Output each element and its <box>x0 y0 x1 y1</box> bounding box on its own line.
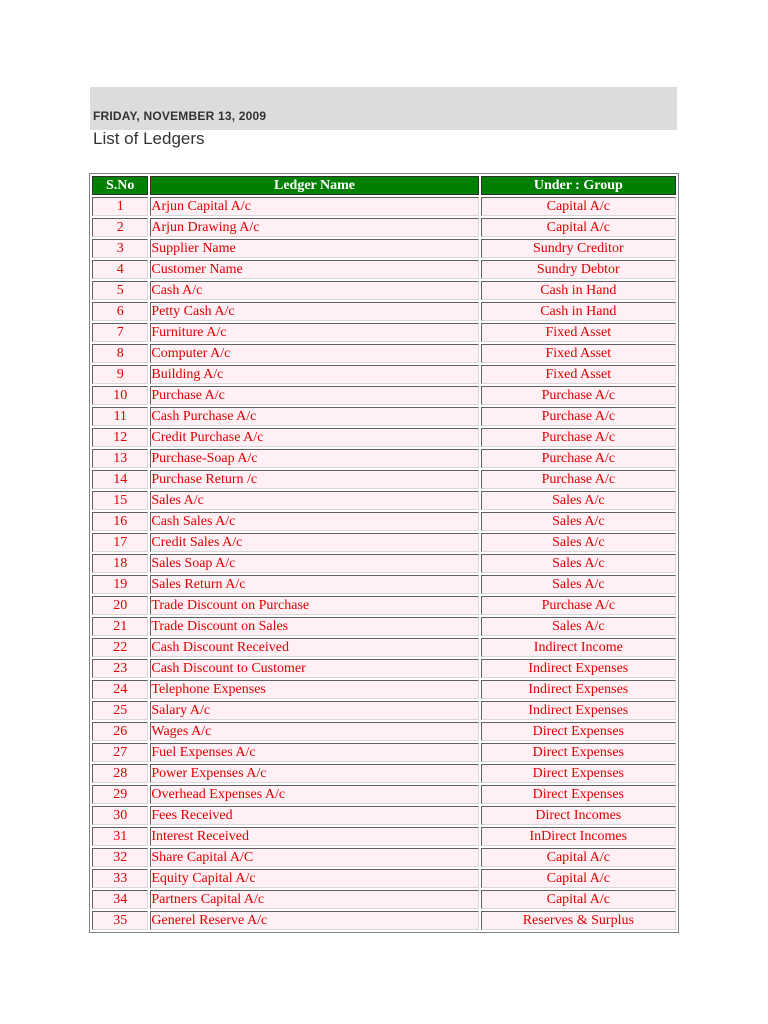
ledger-name: Arjun Drawing A/c <box>150 218 478 237</box>
table-row <box>92 197 676 216</box>
ledger-group: Sales A/c <box>481 575 676 594</box>
ledger-sno: 16 <box>92 512 148 531</box>
ledger-sno: 17 <box>92 533 148 552</box>
ledger-group: Cash in Hand <box>481 281 676 300</box>
ledger-sno: 31 <box>92 827 148 846</box>
ledger-sno: 20 <box>92 596 148 615</box>
table-row <box>92 365 676 384</box>
ledger-sno: 13 <box>92 449 148 468</box>
ledger-group: Fixed Asset <box>481 344 676 363</box>
ledger-sno: 21 <box>92 617 148 636</box>
ledger-sno: 15 <box>92 491 148 510</box>
ledger-group: Indirect Expenses <box>481 659 676 678</box>
header-sno: S.No <box>92 176 148 195</box>
table-row <box>92 617 676 636</box>
ledger-name: Equity Capital A/c <box>150 869 478 888</box>
ledger-sno: 34 <box>92 890 148 909</box>
ledger-sno: 3 <box>92 239 148 258</box>
post-date: FRIDAY, NOVEMBER 13, 2009 <box>93 109 267 123</box>
ledger-group: Reserves & Surplus <box>481 911 676 930</box>
ledger-group: Purchase A/c <box>481 596 676 615</box>
ledger-name: Trade Discount on Sales <box>150 617 478 636</box>
ledger-group: Direct Expenses <box>481 764 676 783</box>
ledger-name: Purchase A/c <box>150 386 478 405</box>
table-row <box>92 659 676 678</box>
ledger-sno: 11 <box>92 407 148 426</box>
ledger-sno: 8 <box>92 344 148 363</box>
ledger-sno: 26 <box>92 722 148 741</box>
ledger-name: Cash Discount Received <box>150 638 478 657</box>
table-row <box>92 407 676 426</box>
table-row <box>92 680 676 699</box>
ledger-sno: 9 <box>92 365 148 384</box>
header-under-group: Under : Group <box>481 176 676 195</box>
ledger-group: Capital A/c <box>481 848 676 867</box>
table-row <box>92 491 676 510</box>
ledger-sno: 12 <box>92 428 148 447</box>
ledger-name: Generel Reserve A/c <box>150 911 478 930</box>
table-row <box>92 281 676 300</box>
ledger-sno: 2 <box>92 218 148 237</box>
ledger-sno: 33 <box>92 869 148 888</box>
ledger-name: Cash Purchase A/c <box>150 407 478 426</box>
ledger-name: Supplier Name <box>150 239 478 258</box>
ledger-name: Sales Return A/c <box>150 575 478 594</box>
ledger-group: Fixed Asset <box>481 323 676 342</box>
ledger-group: Capital A/c <box>481 869 676 888</box>
ledger-sno: 18 <box>92 554 148 573</box>
ledger-name: Power Expenses A/c <box>150 764 478 783</box>
ledger-sno: 19 <box>92 575 148 594</box>
table-row <box>92 911 676 930</box>
ledger-group: Purchase A/c <box>481 470 676 489</box>
ledger-group: Capital A/c <box>481 890 676 909</box>
post-date-bar <box>90 87 677 130</box>
ledger-group: Sales A/c <box>481 491 676 510</box>
ledger-group: InDirect Incomes <box>481 827 676 846</box>
ledger-name: Partners Capital A/c <box>150 890 478 909</box>
ledger-name: Arjun Capital A/c <box>150 197 478 216</box>
ledger-name: Fuel Expenses A/c <box>150 743 478 762</box>
ledger-sno: 5 <box>92 281 148 300</box>
table-row <box>92 218 676 237</box>
ledger-group: Purchase A/c <box>481 386 676 405</box>
ledger-name: Sales A/c <box>150 491 478 510</box>
ledger-group: Direct Expenses <box>481 785 676 804</box>
header-ledger-name: Ledger Name <box>150 176 478 195</box>
ledger-sno: 29 <box>92 785 148 804</box>
ledger-name: Interest Received <box>150 827 478 846</box>
table-row <box>92 806 676 825</box>
ledger-group: Purchase A/c <box>481 449 676 468</box>
table-row <box>92 575 676 594</box>
ledger-sno: 35 <box>92 911 148 930</box>
table-row <box>92 596 676 615</box>
ledger-sno: 28 <box>92 764 148 783</box>
ledger-group: Capital A/c <box>481 197 676 216</box>
ledger-name: Telephone Expenses <box>150 680 478 699</box>
ledger-sno: 7 <box>92 323 148 342</box>
table-row <box>92 554 676 573</box>
ledger-name: Share Capital A/C <box>150 848 478 867</box>
table-row <box>92 428 676 447</box>
ledger-name: Sales Soap A/c <box>150 554 478 573</box>
table-row <box>92 344 676 363</box>
post-title[interactable]: List of Ledgers <box>93 129 205 148</box>
ledger-group: Indirect Income <box>481 638 676 657</box>
ledger-name: Credit Sales A/c <box>150 533 478 552</box>
ledger-group: Indirect Expenses <box>481 701 676 720</box>
table-row <box>92 470 676 489</box>
ledger-group: Direct Expenses <box>481 743 676 762</box>
ledger-group: Fixed Asset <box>481 365 676 384</box>
ledger-name: Purchase-Soap A/c <box>150 449 478 468</box>
ledger-sno: 22 <box>92 638 148 657</box>
ledger-group: Sales A/c <box>481 554 676 573</box>
ledger-name: Cash A/c <box>150 281 478 300</box>
ledger-sno: 10 <box>92 386 148 405</box>
table-row <box>92 890 676 909</box>
ledger-name: Building A/c <box>150 365 478 384</box>
ledger-group: Purchase A/c <box>481 428 676 447</box>
ledger-name: Cash Discount to Customer <box>150 659 478 678</box>
ledger-name: Credit Purchase A/c <box>150 428 478 447</box>
ledger-group: Sundry Debtor <box>481 260 676 279</box>
ledger-group: Sundry Creditor <box>481 239 676 258</box>
ledger-group: Indirect Expenses <box>481 680 676 699</box>
ledger-table-header-row <box>92 176 676 195</box>
ledger-group: Sales A/c <box>481 617 676 636</box>
ledger-name: Salary A/c <box>150 701 478 720</box>
table-row <box>92 239 676 258</box>
ledger-group: Direct Incomes <box>481 806 676 825</box>
ledger-sno: 30 <box>92 806 148 825</box>
table-row <box>92 764 676 783</box>
ledger-sno: 32 <box>92 848 148 867</box>
ledger-sno: 1 <box>92 197 148 216</box>
ledger-name: Overhead Expenses A/c <box>150 785 478 804</box>
ledger-sno: 25 <box>92 701 148 720</box>
table-row <box>92 827 676 846</box>
table-row <box>92 323 676 342</box>
table-row <box>92 722 676 741</box>
ledger-name: Trade Discount on Purchase <box>150 596 478 615</box>
ledger-group: Cash in Hand <box>481 302 676 321</box>
ledger-group: Direct Expenses <box>481 722 676 741</box>
table-row <box>92 512 676 531</box>
ledger-name: Fees Received <box>150 806 478 825</box>
table-row <box>92 638 676 657</box>
ledger-group: Capital A/c <box>481 218 676 237</box>
ledger-group: Sales A/c <box>481 533 676 552</box>
ledger-sno: 14 <box>92 470 148 489</box>
table-row <box>92 701 676 720</box>
table-row <box>92 743 676 762</box>
table-row <box>92 869 676 888</box>
ledger-sno: 4 <box>92 260 148 279</box>
table-row <box>92 386 676 405</box>
ledger-table <box>89 173 679 933</box>
ledger-name: Computer A/c <box>150 344 478 363</box>
ledger-sno: 6 <box>92 302 148 321</box>
ledger-sno: 23 <box>92 659 148 678</box>
table-row <box>92 260 676 279</box>
table-row <box>92 302 676 321</box>
ledger-group: Sales A/c <box>481 512 676 531</box>
ledger-table-body <box>92 197 676 930</box>
table-row <box>92 785 676 804</box>
ledger-name: Purchase Return /c <box>150 470 478 489</box>
table-row <box>92 533 676 552</box>
ledger-name: Furniture A/c <box>150 323 478 342</box>
ledger-sno: 24 <box>92 680 148 699</box>
ledger-group: Purchase A/c <box>481 407 676 426</box>
ledger-sno: 27 <box>92 743 148 762</box>
ledger-name: Petty Cash A/c <box>150 302 478 321</box>
ledger-name: Wages A/c <box>150 722 478 741</box>
table-row <box>92 449 676 468</box>
table-row <box>92 848 676 867</box>
ledger-name: Cash Sales A/c <box>150 512 478 531</box>
ledger-name: Customer Name <box>150 260 478 279</box>
